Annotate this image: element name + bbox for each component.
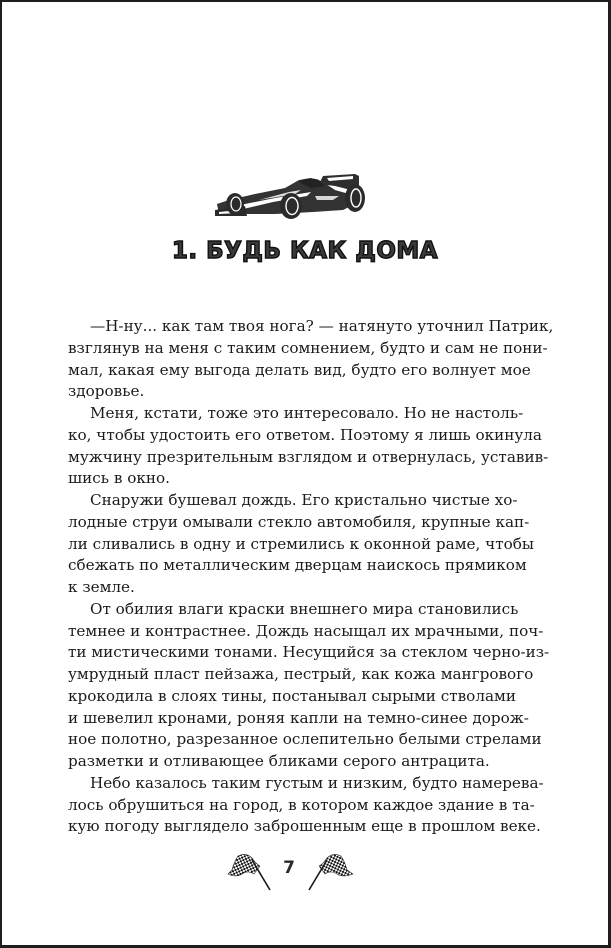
paragraph (68, 773, 544, 838)
text-line: темнее и контрастнее. Дождь насыщал их мрачными, поч- (68, 621, 544, 640)
text-line: От обилия влаги краски внешнего мира становились (90, 599, 519, 618)
text-line: ное полотно, разрезанное ослепительно белыми стрелами (68, 730, 542, 749)
text-line: Меня, кстати, тоже это интересовало. Но не настоль- (90, 404, 524, 422)
paragraph (68, 316, 554, 403)
text-line: крокодила в слоях тины, постанывал сырыми стволами (68, 686, 516, 705)
text-line: —Н-ну... как там твоя нога? — натянуто уточнил Патрик, (90, 317, 554, 335)
paragraph (68, 403, 549, 490)
checkered-flag-icon (224, 852, 272, 892)
text-line: умрудный пласт пейзажа, пестрый, как кожа мангрового (68, 665, 534, 683)
body-text (68, 316, 554, 838)
text-line: ли сливались в одну и стремились к оконной раме, чтобы (68, 534, 534, 553)
text-line: к земле. (68, 578, 135, 596)
text-line: шись в окно. (68, 469, 170, 488)
paragraph (68, 599, 550, 773)
text-line: мужчину презрительным взглядом и отвернулась, уставив- (68, 447, 549, 466)
page-footer (2, 850, 608, 894)
text-line: здоровье. (68, 382, 145, 401)
text-line: лодные струи омывали стекло автомобиля, крупные кап- (68, 512, 530, 531)
text-line: взглянув на меня с таким сомнением, будто и сам не пони- (68, 338, 548, 357)
text-line: Снаружи бушевал дождь. Его кристально чистые хо- (90, 491, 518, 509)
text-line: кую погоду выглядело заброшенным еще в прошлом веке. (68, 817, 541, 836)
checkered-flag-icon (307, 852, 355, 892)
text-line: сбежать по металлическим дверцам наискось прямиком (68, 556, 527, 575)
text-line: мал, какая ему выгода делать вид, будто его волнует мое (68, 360, 531, 379)
text-line: ти мистическими тонами. Несущийся за стеклом черно-из- (68, 643, 550, 662)
book-page (2, 2, 608, 945)
chapter-title: 1. БУДЬ КАК ДОМА (171, 238, 439, 264)
text-line: ко, чтобы удостоить его ответом. Поэтому я лишь окинула (68, 425, 542, 444)
race-car-icon (215, 170, 367, 220)
text-line: и шевелил кронами, роняя капли на темно-синее дорож- (68, 708, 529, 727)
text-line: разметки и отливающее бликами серого антрацита. (68, 752, 490, 770)
text-line: лось обрушиться на город, в котором каждое здание в та- (68, 795, 535, 814)
page-number: 7 (283, 858, 295, 878)
paragraph (68, 490, 534, 599)
text-line: Небо казалось таким густым и низким, будто намерева- (90, 773, 544, 792)
